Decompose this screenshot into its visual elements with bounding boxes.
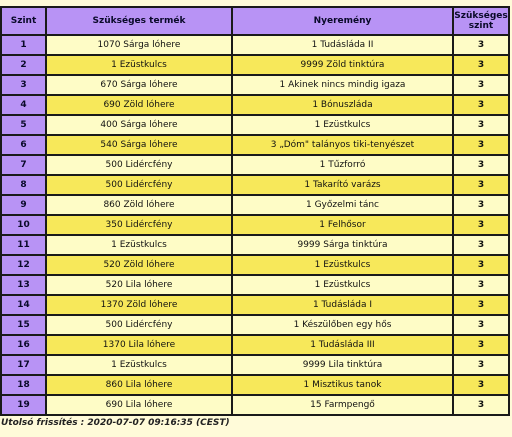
cell-required-level: 3 <box>454 76 508 94</box>
cell-product: 1370 Lila lóhere <box>47 336 231 354</box>
rewards-table <box>0 6 510 416</box>
cell-required-level: 3 <box>454 376 508 394</box>
cell-required-level: 3 <box>454 316 508 334</box>
cell-reward: 1 Készülőben egy hős <box>233 316 452 334</box>
cell-level: 18 <box>2 376 45 394</box>
cell-product: 1 Ezüstkulcs <box>47 356 231 374</box>
table-row <box>2 336 508 354</box>
cell-reward: 1 Akinek nincs mindig igaza <box>233 76 452 94</box>
last-update: Utolsó frissítés : 2020-07-07 09:16:35 (CEST) <box>1 418 230 428</box>
cell-required-level: 3 <box>454 336 508 354</box>
cell-product: 500 Lidércfény <box>47 176 231 194</box>
table-row <box>2 136 508 154</box>
cell-reward: 1 Győzelmi tánc <box>233 196 452 214</box>
cell-required-level: 3 <box>454 56 508 74</box>
cell-required-level: 3 <box>454 156 508 174</box>
cell-level: 3 <box>2 76 45 94</box>
cell-product: 520 Lila lóhere <box>47 276 231 294</box>
cell-reward: 1 Ezüstkulcs <box>233 276 452 294</box>
table-row <box>2 236 508 254</box>
table-row <box>2 56 508 74</box>
cell-reward: 1 Ezüstkulcs <box>233 256 452 274</box>
cell-product: 520 Zöld lóhere <box>47 256 231 274</box>
cell-product: 1 Ezüstkulcs <box>47 236 231 254</box>
cell-required-level: 3 <box>454 36 508 54</box>
cell-reward: 1 Tűzforró <box>233 156 452 174</box>
cell-required-level: 3 <box>454 276 508 294</box>
cell-required-level: 3 <box>454 396 508 414</box>
cell-reward: 1 Misztikus tanok <box>233 376 452 394</box>
cell-level: 12 <box>2 256 45 274</box>
cell-required-level: 3 <box>454 356 508 374</box>
header-level: Szint <box>2 8 45 34</box>
cell-product: 670 Sárga lóhere <box>47 76 231 94</box>
cell-level: 15 <box>2 316 45 334</box>
cell-product: 1070 Sárga lóhere <box>47 36 231 54</box>
cell-required-level: 3 <box>454 96 508 114</box>
table-row <box>2 176 508 194</box>
cell-level: 14 <box>2 296 45 314</box>
table-row <box>2 256 508 274</box>
table-row <box>2 76 508 94</box>
header-required-level: Szükséges szint <box>454 8 508 34</box>
cell-level: 10 <box>2 216 45 234</box>
table-row <box>2 36 508 54</box>
cell-required-level: 3 <box>454 116 508 134</box>
cell-reward: 9999 Lila tinktúra <box>233 356 452 374</box>
cell-product: 1 Ezüstkulcs <box>47 56 231 74</box>
cell-product: 690 Zöld lóhere <box>47 96 231 114</box>
cell-level: 1 <box>2 36 45 54</box>
cell-level: 5 <box>2 116 45 134</box>
cell-product: 400 Sárga lóhere <box>47 116 231 134</box>
cell-product: 500 Lidércfény <box>47 316 231 334</box>
table-body <box>2 36 508 414</box>
table-header-row <box>2 8 508 34</box>
table-row <box>2 96 508 114</box>
cell-level: 11 <box>2 236 45 254</box>
cell-reward: 1 Tudásláda III <box>233 336 452 354</box>
table-row <box>2 156 508 174</box>
cell-reward: 1 Felhősor <box>233 216 452 234</box>
table-row <box>2 116 508 134</box>
table-row <box>2 216 508 234</box>
cell-level: 6 <box>2 136 45 154</box>
cell-required-level: 3 <box>454 216 508 234</box>
cell-required-level: 3 <box>454 256 508 274</box>
table-row <box>2 196 508 214</box>
header-product: Szükséges termék <box>47 8 231 34</box>
cell-level: 16 <box>2 336 45 354</box>
cell-required-level: 3 <box>454 296 508 314</box>
cell-product: 860 Zöld lóhere <box>47 196 231 214</box>
cell-reward: 3 „Dóm" talányos tiki-tenyészet <box>233 136 452 154</box>
cell-level: 8 <box>2 176 45 194</box>
cell-reward: 15 Farmpengő <box>233 396 452 414</box>
table-row <box>2 276 508 294</box>
cell-required-level: 3 <box>454 196 508 214</box>
cell-product: 350 Lidércfény <box>47 216 231 234</box>
cell-product: 1370 Zöld lóhere <box>47 296 231 314</box>
table-row <box>2 356 508 374</box>
cell-level: 17 <box>2 356 45 374</box>
table-row <box>2 376 508 394</box>
header-reward: Nyeremény <box>233 8 452 34</box>
cell-level: 7 <box>2 156 45 174</box>
cell-reward: 1 Tudásláda II <box>233 36 452 54</box>
cell-required-level: 3 <box>454 176 508 194</box>
cell-reward: 1 Ezüstkulcs <box>233 116 452 134</box>
cell-reward: 1 Bónuszláda <box>233 96 452 114</box>
cell-product: 860 Lila lóhere <box>47 376 231 394</box>
cell-product: 690 Lila lóhere <box>47 396 231 414</box>
cell-level: 2 <box>2 56 45 74</box>
cell-reward: 1 Tudásláda I <box>233 296 452 314</box>
table-row <box>2 296 508 314</box>
table-row <box>2 316 508 334</box>
cell-reward: 9999 Zöld tinktúra <box>233 56 452 74</box>
table-row <box>2 396 508 414</box>
cell-product: 540 Sárga lóhere <box>47 136 231 154</box>
cell-level: 19 <box>2 396 45 414</box>
cell-required-level: 3 <box>454 236 508 254</box>
cell-level: 4 <box>2 96 45 114</box>
cell-level: 13 <box>2 276 45 294</box>
cell-reward: 1 Takarító varázs <box>233 176 452 194</box>
cell-level: 9 <box>2 196 45 214</box>
cell-product: 500 Lidércfény <box>47 156 231 174</box>
cell-reward: 9999 Sárga tinktúra <box>233 236 452 254</box>
cell-required-level: 3 <box>454 136 508 154</box>
